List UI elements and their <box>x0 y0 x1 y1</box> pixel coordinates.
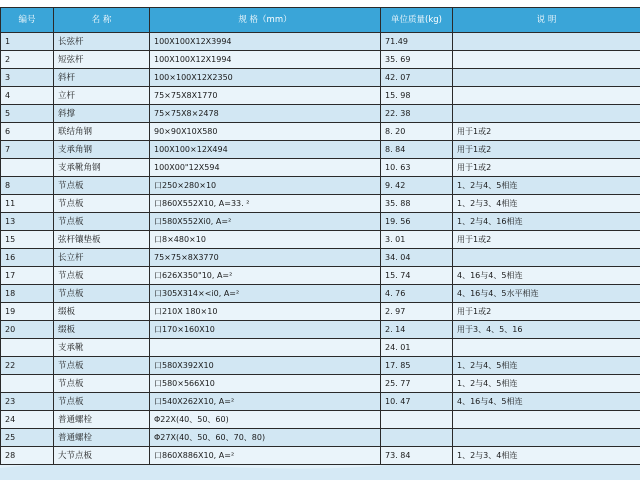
cell-name: 长立杆 <box>54 249 150 267</box>
cell-weight: 73. 84 <box>381 447 453 465</box>
cell-name: 普通螺栓 <box>54 411 150 429</box>
cell-spec: 75×75×8X3770 <box>150 249 381 267</box>
table-body <box>1 33 640 465</box>
cell-name: 支承角钢 <box>54 141 150 159</box>
cell-weight: 34. 04 <box>381 249 453 267</box>
table-row <box>1 159 640 177</box>
cell-name: 立杆 <box>54 87 150 105</box>
cell-no: 2 <box>1 51 54 69</box>
cell-no <box>1 339 54 357</box>
cell-name: 缀板 <box>54 303 150 321</box>
cell-note: 1、2与3、4相连 <box>453 195 640 213</box>
cell-spec: Φ22X(40、50、60) <box>150 411 381 429</box>
table-row <box>1 393 640 411</box>
table-row <box>1 141 640 159</box>
table-row <box>1 123 640 141</box>
cell-no: 8 <box>1 177 54 195</box>
cell-spec: 口580×566X10 <box>150 375 381 393</box>
cell-weight: 17. 85 <box>381 357 453 375</box>
cell-note: 1、2与4、5相连 <box>453 177 640 195</box>
cell-spec: 口540X262X10, A=² <box>150 393 381 411</box>
cell-no: 25 <box>1 429 54 447</box>
cell-name: 大节点板 <box>54 447 150 465</box>
header-row <box>1 8 640 33</box>
cell-no: 6 <box>1 123 54 141</box>
cell-spec: 100X100X12X3994 <box>150 33 381 51</box>
cell-weight: 10. 47 <box>381 393 453 411</box>
cell-name: 斜杆 <box>54 69 150 87</box>
cell-no: 7 <box>1 141 54 159</box>
table-row <box>1 249 640 267</box>
cell-note <box>453 105 640 123</box>
header-weight: 单位质量(kg) <box>381 8 453 33</box>
cell-note: 1、2与4、5相连 <box>453 375 640 393</box>
cell-name: 节点板 <box>54 393 150 411</box>
cell-weight: 35. 69 <box>381 51 453 69</box>
cell-spec: 口8×480×10 <box>150 231 381 249</box>
cell-no: 4 <box>1 87 54 105</box>
cell-no: 1 <box>1 33 54 51</box>
table-row <box>1 447 640 465</box>
cell-no: 11 <box>1 195 54 213</box>
cell-no: 28 <box>1 447 54 465</box>
cell-spec: 100X00"12X594 <box>150 159 381 177</box>
table-row <box>1 411 640 429</box>
spec-table <box>0 7 640 465</box>
table-row <box>1 375 640 393</box>
cell-no: 23 <box>1 393 54 411</box>
cell-name: 节点板 <box>54 195 150 213</box>
cell-weight <box>381 411 453 429</box>
cell-name: 节点板 <box>54 375 150 393</box>
cell-note: 1、2与3、4相连 <box>453 447 640 465</box>
cell-note <box>453 249 640 267</box>
cell-no: 17 <box>1 267 54 285</box>
cell-spec: 75×75X8X1770 <box>150 87 381 105</box>
cell-spec: 口580X552Xi0, A=² <box>150 213 381 231</box>
cell-spec: 90×90X10X580 <box>150 123 381 141</box>
cell-note <box>453 33 640 51</box>
table-row <box>1 51 640 69</box>
header-note: 说 明 <box>453 8 640 33</box>
cell-no: 18 <box>1 285 54 303</box>
cell-spec: 口305X314×<i0, A=² <box>150 285 381 303</box>
table-row <box>1 87 640 105</box>
table-row <box>1 357 640 375</box>
cell-weight: 10. 63 <box>381 159 453 177</box>
cell-no: 24 <box>1 411 54 429</box>
cell-weight: 24. 01 <box>381 339 453 357</box>
cell-spec: 75×75X8×2478 <box>150 105 381 123</box>
cell-name: 支承靴角钢 <box>54 159 150 177</box>
cell-weight: 25. 77 <box>381 375 453 393</box>
cell-spec: 100X100×12X494 <box>150 141 381 159</box>
cell-spec: 口860X886X10, A=² <box>150 447 381 465</box>
cell-spec: 100×100X12X2350 <box>150 69 381 87</box>
cell-note: 用于1或2 <box>453 303 640 321</box>
cell-spec: Φ27X(40、50、60、70、80) <box>150 429 381 447</box>
cell-weight <box>381 429 453 447</box>
cell-spec: 口860X552X10, A=33. ² <box>150 195 381 213</box>
cell-weight: 9. 42 <box>381 177 453 195</box>
table-row <box>1 339 640 357</box>
cell-note: 4、16与4、5水平相连 <box>453 285 640 303</box>
cell-no: 16 <box>1 249 54 267</box>
cell-note <box>453 51 640 69</box>
cell-name: 普通螺栓 <box>54 429 150 447</box>
table-row <box>1 429 640 447</box>
cell-weight: 2. 97 <box>381 303 453 321</box>
cell-no <box>1 375 54 393</box>
cell-name: 联结角钢 <box>54 123 150 141</box>
table-row <box>1 285 640 303</box>
cell-weight: 22. 38 <box>381 105 453 123</box>
cell-name: 节点板 <box>54 213 150 231</box>
cell-name: 长弦杆 <box>54 33 150 51</box>
cell-note: 用于1或2 <box>453 123 640 141</box>
cell-weight: 2. 14 <box>381 321 453 339</box>
header-spec: 规 格（mm） <box>150 8 381 33</box>
cell-name: 短弦杆 <box>54 51 150 69</box>
cell-weight: 3. 01 <box>381 231 453 249</box>
table-row <box>1 213 640 231</box>
cell-spec: 口210X 180×10 <box>150 303 381 321</box>
cell-no: 5 <box>1 105 54 123</box>
cell-weight: 4. 76 <box>381 285 453 303</box>
cell-spec: 口626X350"10, A=² <box>150 267 381 285</box>
cell-spec <box>150 339 381 357</box>
table-row <box>1 105 640 123</box>
cell-no: 15 <box>1 231 54 249</box>
table-row <box>1 69 640 87</box>
cell-weight: 42. 07 <box>381 69 453 87</box>
cell-note: 用于1或2 <box>453 141 640 159</box>
cell-note: 用于3、4、5、16 <box>453 321 640 339</box>
cell-note: 1、2与4、5相连 <box>453 357 640 375</box>
cell-weight: 71.49 <box>381 33 453 51</box>
cell-note: 用于1或2 <box>453 231 640 249</box>
cell-name: 节点板 <box>54 267 150 285</box>
cell-spec: 100X100X12X1994 <box>150 51 381 69</box>
cell-weight: 8. 20 <box>381 123 453 141</box>
cell-spec: 口580X392X10 <box>150 357 381 375</box>
cell-name: 缀板 <box>54 321 150 339</box>
cell-note <box>453 411 640 429</box>
cell-weight: 8. 84 <box>381 141 453 159</box>
cell-no <box>1 159 54 177</box>
cell-no: 19 <box>1 303 54 321</box>
cell-no: 20 <box>1 321 54 339</box>
cell-note: 4、16与4、5相连 <box>453 267 640 285</box>
cell-name: 节点板 <box>54 285 150 303</box>
cell-note: 用于1或2 <box>453 159 640 177</box>
header-name: 名 称 <box>54 8 150 33</box>
cell-name: 支承靴 <box>54 339 150 357</box>
cell-note <box>453 87 640 105</box>
table-row <box>1 267 640 285</box>
cell-note <box>453 339 640 357</box>
table-row <box>1 195 640 213</box>
table-header <box>1 8 640 33</box>
cell-name: 斜撑 <box>54 105 150 123</box>
cell-weight: 15. 98 <box>381 87 453 105</box>
table-row <box>1 231 640 249</box>
cell-note: 1、2与4、16相连 <box>453 213 640 231</box>
table-row <box>1 177 640 195</box>
cell-name: 弦杆镶垫板 <box>54 231 150 249</box>
cell-spec: 口250×280×10 <box>150 177 381 195</box>
cell-weight: 15. 74 <box>381 267 453 285</box>
table-row <box>1 33 640 51</box>
cell-note <box>453 69 640 87</box>
cell-name: 节点板 <box>54 177 150 195</box>
cell-no: 22 <box>1 357 54 375</box>
cell-note <box>453 429 640 447</box>
cell-name: 节点板 <box>54 357 150 375</box>
cell-no: 3 <box>1 69 54 87</box>
cell-no: 13 <box>1 213 54 231</box>
table-row <box>1 321 640 339</box>
cell-spec: 口170×160X10 <box>150 321 381 339</box>
cell-weight: 35. 88 <box>381 195 453 213</box>
cell-weight: 19. 56 <box>381 213 453 231</box>
header-no: 编号 <box>1 8 54 33</box>
cell-note: 4、16与4、5相连 <box>453 393 640 411</box>
table-row <box>1 303 640 321</box>
